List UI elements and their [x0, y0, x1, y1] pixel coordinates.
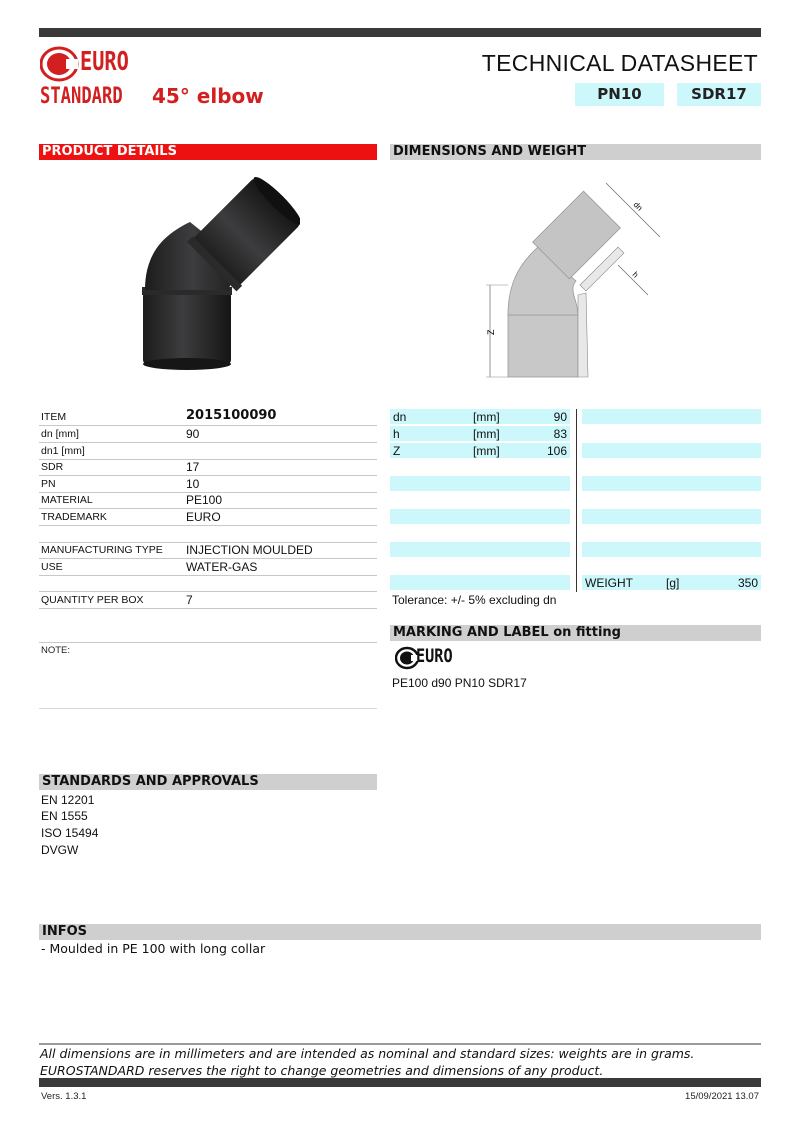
detail-value: PE100 [186, 493, 223, 507]
product-title: 45° elbow [152, 84, 264, 108]
marking-text: PE100 d90 PN10 SDR17 [392, 676, 527, 690]
detail-value: 90 [186, 427, 200, 441]
info-item: - Moulded in PE 100 with long collar [41, 941, 266, 956]
detail-row-blank-2 [39, 575, 377, 592]
dim-row-empty [390, 575, 570, 590]
logo-standard-text: STANDARD [40, 84, 123, 109]
detail-row-divider [39, 626, 377, 643]
detail-value: INJECTION MOULDED [186, 543, 313, 557]
dim-value: 90 [553, 410, 567, 424]
tolerance-note: Tolerance: +/- 5% excluding dn [392, 593, 557, 607]
detail-row-sdr [39, 459, 377, 476]
top-bar [39, 28, 761, 37]
detail-key: ITEM [41, 411, 67, 423]
dim-unit: [mm] [473, 427, 500, 441]
standard-item: EN 12201 [41, 793, 95, 807]
detail-row-manufacturing [39, 542, 377, 559]
elbow-technical-drawing [468, 175, 668, 385]
weight-unit: [g] [666, 576, 680, 590]
detail-row-pn [39, 476, 377, 493]
dim-value: 83 [553, 427, 567, 441]
detail-row-material [39, 492, 377, 509]
drawing-z-label: Z [486, 329, 496, 335]
dim-value: 106 [546, 444, 567, 458]
dim-row-empty [390, 509, 570, 524]
dim-row-dn [390, 409, 570, 424]
detail-row-use [39, 559, 377, 576]
dim-row-empty [582, 509, 761, 524]
disclaimer-line-2: EUROSTANDARD reserves the right to change geometries and dimensions of any product. [40, 1063, 604, 1078]
detail-value: EURO [186, 510, 221, 524]
footer-divider [39, 1043, 761, 1045]
dim-row-z [390, 443, 570, 458]
detail-key: PN [41, 478, 56, 490]
standard-item: DVGW [41, 843, 79, 857]
detail-key: SDR [41, 461, 64, 473]
detail-key: QUANTITY PER BOX [41, 594, 144, 606]
detail-key: dn [mm] [41, 428, 79, 440]
detail-value: 7 [186, 593, 193, 607]
disclaimer-line-1: All dimensions are in millimeters and are intended as nominal and standard sizes: weights are in grams. [40, 1046, 695, 1061]
drawing-dn-label: dn [631, 200, 645, 213]
dim-unit: [mm] [473, 410, 500, 424]
detail-value: WATER-GAS [186, 560, 258, 574]
document-title: TECHNICAL DATASHEET [481, 50, 758, 76]
product-details-header: PRODUCT DETAILS [39, 144, 377, 160]
detail-value: 17 [186, 460, 200, 474]
detail-row-dn1 [39, 443, 377, 460]
detail-row-trademark [39, 509, 377, 526]
standard-item: EN 1555 [41, 809, 88, 823]
dim-row-empty [582, 476, 761, 491]
pn-badge: PN10 [575, 83, 664, 106]
detail-key: TRADEMARK [41, 511, 107, 523]
standards-header: STANDARDS AND APPROVALS [39, 774, 377, 790]
dim-unit: [mm] [473, 444, 500, 458]
logo-euro-text: EURO [80, 47, 129, 77]
marking-logo-text: EURO [416, 645, 453, 667]
date-text: 15/09/2021 13.07 [685, 1091, 759, 1102]
marking-header: MARKING AND LABEL on fitting [390, 625, 761, 641]
dim-column-divider [576, 409, 577, 592]
detail-row-blank [39, 526, 377, 543]
elbow-product-image [120, 172, 300, 372]
weight-value: 350 [737, 576, 758, 590]
dim-row-h [390, 426, 570, 441]
detail-key: dn1 [mm] [41, 445, 85, 457]
detail-row-dn [39, 426, 377, 443]
dimensions-weight-header: DIMENSIONS AND WEIGHT [390, 144, 761, 160]
infos-header: INFOS [39, 924, 761, 940]
sdr-badge: SDR17 [677, 83, 761, 106]
bottom-bar [39, 1078, 761, 1087]
dim-row-empty [582, 409, 761, 424]
dim-row-empty [390, 476, 570, 491]
dim-name: dn [393, 410, 407, 424]
version-text: Vers. 1.3.1 [41, 1091, 87, 1102]
detail-key: MATERIAL [41, 494, 93, 506]
detail-value: 2015100090 [186, 408, 277, 423]
detail-key: USE [41, 561, 63, 573]
note-divider [39, 708, 377, 709]
weight-row [582, 575, 761, 590]
standard-item: ISO 15494 [41, 826, 99, 840]
dim-name: h [393, 427, 400, 441]
detail-row-quantity [39, 592, 377, 609]
dim-row-empty [582, 443, 761, 458]
detail-row-item [39, 409, 377, 426]
drawing-h-label: h [630, 270, 641, 280]
dim-name: Z [393, 444, 401, 458]
weight-label: WEIGHT [585, 576, 633, 590]
note-label: NOTE: [41, 645, 71, 656]
detail-value: 10 [186, 477, 200, 491]
detail-key: MANUFACTURING TYPE [41, 544, 163, 556]
dim-row-empty [582, 542, 761, 557]
dim-row-empty [390, 542, 570, 557]
